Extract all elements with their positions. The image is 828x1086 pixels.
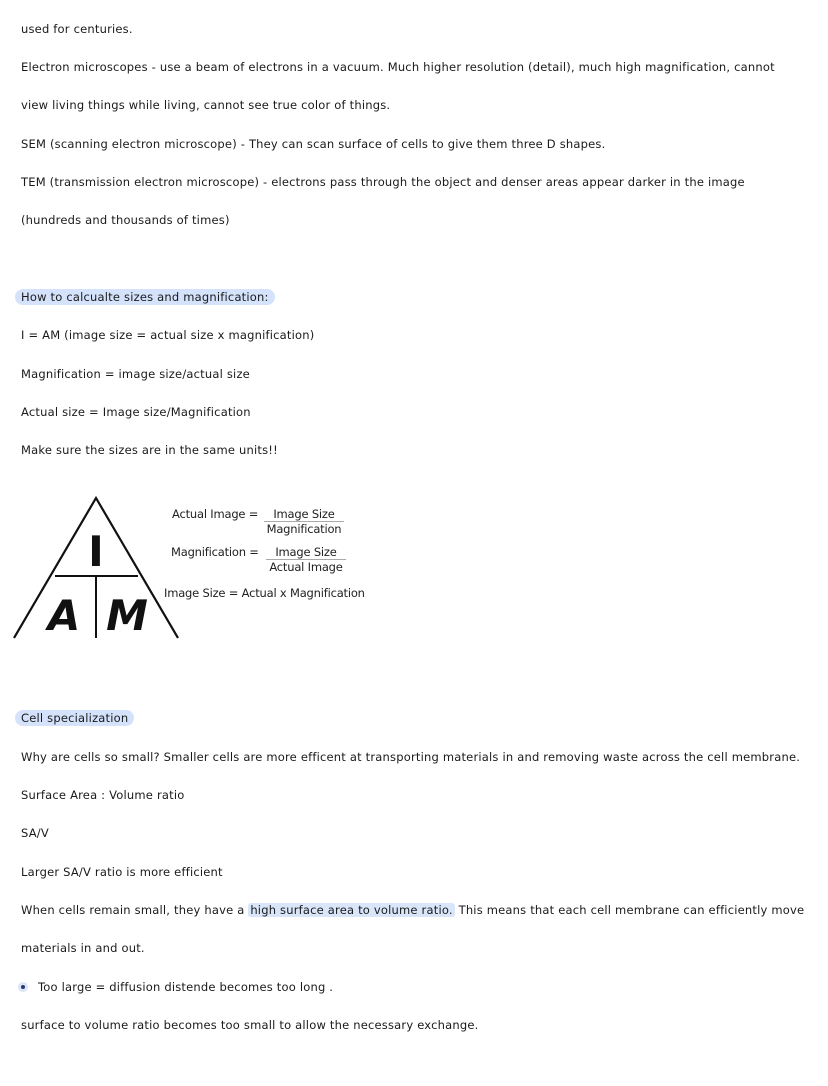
highlighted-heading: How to calcualte sizes and magnification: — [15, 289, 275, 305]
text-line: Surface Area : Volume ratio — [21, 788, 185, 802]
svg-text:I: I — [88, 527, 104, 576]
equation-line: Image Size = Actual x Magnification — [164, 586, 365, 600]
equation-label: Actual Image = — [172, 507, 259, 521]
text-line: SA/V — [21, 826, 49, 840]
text-line: Larger SA/V ratio is more efficient — [21, 865, 223, 879]
text-line: Why are cells so small? Smaller cells are more efficent at transporting materials in and removing waste across the cell membrane. — [21, 750, 801, 764]
triangle-icon — [10, 494, 185, 644]
fraction: Image Size Actual Image — [266, 545, 346, 574]
bullet-item: Too large = diffusion distende becomes too long . — [21, 979, 333, 995]
svg-text:M: M — [106, 591, 148, 640]
bullet-dot-icon — [21, 985, 25, 989]
section-heading-magnification — [21, 289, 275, 305]
text-line: TEM (transmission electron microscope) - electrons pass through the object and denser areas appear darker in the image — [21, 175, 745, 189]
text-line: materials in and out. — [21, 941, 145, 955]
text-line: surface to volume ratio becomes too small to allow the necessary exchange. — [21, 1018, 479, 1032]
iam-triangle-diagram — [10, 494, 380, 644]
text-line: Electron microscopes - use a beam of electrons in a vacuum. Much higher resolution (detail), much high magnification, cannot — [21, 60, 775, 74]
highlighted-phrase: high surface area to volume ratio. — [250, 903, 453, 917]
svg-text:A: A — [47, 591, 81, 640]
text-line: used for centuries. — [21, 22, 133, 36]
text-line: SEM (scanning electron microscope) - They can scan surface of cells to give them three D shapes. — [21, 137, 606, 151]
text-line: When cells remain small, they have a high surface area to volume ratio. This means that each cell membrane can efficiently move — [21, 903, 805, 917]
text-line: view living things while living, cannot see true color of things. — [21, 98, 391, 112]
text-line: (hundreds and thousands of times) — [21, 213, 230, 227]
fraction: Image Size Magnification — [264, 507, 344, 536]
formula-line: I = AM (image size = actual size x magnification) — [21, 328, 315, 342]
equation-label: Magnification = — [171, 545, 259, 559]
formula-line: Actual size = Image size/Magnification — [21, 405, 251, 419]
highlighted-heading: Cell specialization — [15, 710, 134, 726]
section-heading-cell — [21, 710, 134, 726]
formula-line: Magnification = image size/actual size — [21, 367, 250, 381]
text-line: Make sure the sizes are in the same units!! — [21, 443, 278, 457]
